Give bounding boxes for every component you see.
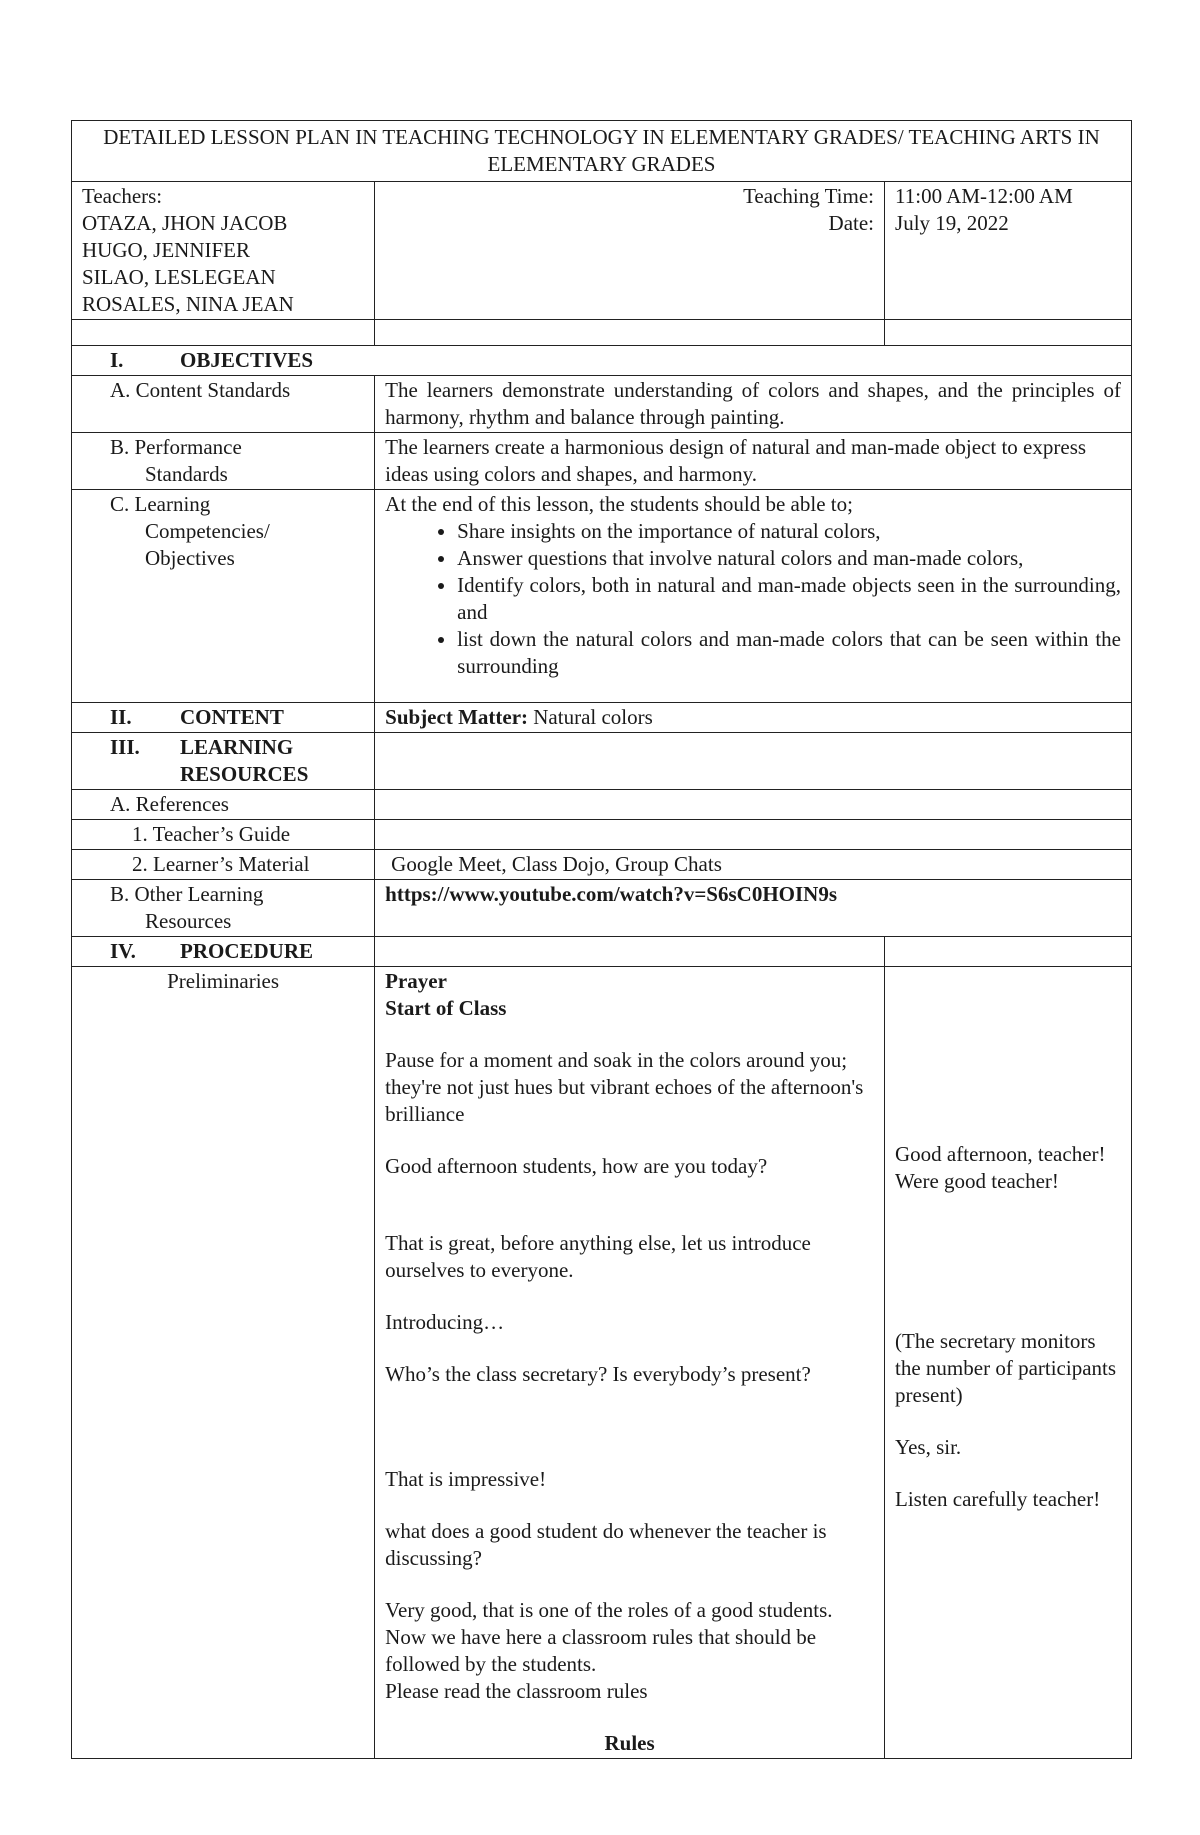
blank-cell [375,320,885,346]
objectives-title: OBJECTIVES [180,348,314,372]
content-title: CONTENT [180,705,284,729]
preliminaries-label: Preliminaries [72,967,375,1759]
other-resources-cell [375,880,1132,937]
teacher-line: That is great, before anything else, let us introduce ourselves to everyone. [385,1231,811,1282]
competencies-intro: At the end of this lesson, the students should be able to; [385,492,853,516]
student-line: Yes, sir. [895,1435,962,1459]
lesson-plan-table [71,120,1132,1759]
teacher-line: Please read the classroom rules [385,1679,648,1703]
teachers-guide-row [72,820,1132,850]
performance-standards-text: The learners create a harmonious design of natural and man-made object to express ideas using colors and shapes, and harmony. [375,433,1132,490]
prayer-heading: Prayer [385,969,447,993]
list-item: • Answer questions that involve natural colors and man-made colors, [457,545,1121,572]
resources-title-line: LEARNING [180,735,294,759]
student-line: Listen carefully teacher! [895,1487,1101,1511]
resources-title-line: RESOURCES [180,762,309,786]
procedure-title: PROCEDURE [180,939,314,963]
teachers-label: Teachers: [82,184,163,208]
blank-cell [375,790,1132,820]
teaching-time-value: 11:00 AM-12:00 AM [895,184,1073,208]
procedure-heading [72,937,375,967]
subject-matter-label: Subject Matter: [385,705,529,729]
teaching-time-label: Teaching Time: [743,184,875,208]
content-heading [72,703,375,733]
date-value: July 19, 2022 [895,211,1009,235]
teachers-guide-label: 1. Teacher’s Guide [72,820,375,850]
teachers-cell [72,182,375,320]
other-resources-row [72,880,1132,937]
rules-heading: Rules [604,1731,655,1755]
performance-label-line: Standards [145,462,228,486]
title-row [72,121,1132,182]
teacher-name: ROSALES, NINA JEAN [82,292,294,316]
youtube-link[interactable]: https://www.youtube.com/watch?v=S6sC0HOIN9s [385,882,837,906]
blank-cell [885,937,1132,967]
student-line: (The secretary monitors the number of participants present) [895,1329,1117,1407]
content-number: II. [110,705,132,729]
content-row [72,703,1132,733]
competencies-cell [375,490,1132,703]
competencies-list [385,518,1121,680]
content-standards-label: A. Content Standards [72,376,375,433]
lesson-plan-page [71,120,1132,1759]
references-row [72,790,1132,820]
preliminaries-row [72,967,1132,1759]
other-resources-label [72,880,375,937]
learning-resources-row [72,733,1132,790]
other-resources-label-line: Resources [145,909,232,933]
objectives-heading-row [72,346,1132,376]
competencies-row [72,490,1132,703]
teacher-line: Very good, that is one of the roles of a good students. Now we have here a classroom rules that should be followed by the students. [385,1598,833,1676]
blank-row [72,320,1132,346]
other-resources-label-line: B. Other Learning [110,882,264,906]
list-item: • Share insights on the importance of natural colors, [457,518,1121,545]
teacher-line: Good afternoon students, how are you today? [385,1154,768,1178]
performance-standards-label [72,433,375,490]
list-item: • list down the natural colors and man-made colors that can be seen within the surrounding [457,626,1121,680]
teacher-name: OTAZA, JHON JACOB [82,211,288,235]
date-label: Date: [828,211,875,235]
learners-material-label: 2. Learner’s Material [72,850,375,880]
time-values-cell [885,182,1132,320]
teacher-line: Who’s the class secretary? Is everybody’s present? [385,1362,811,1386]
subject-matter-value: Natural colors [533,705,653,729]
blank-cell [72,320,375,346]
blank-cell [375,937,885,967]
teacher-line: Introducing… [385,1310,505,1334]
competencies-label [72,490,375,703]
learners-material-value: Google Meet, Class Dojo, Group Chats [375,850,1132,880]
performance-label-line: B. Performance [110,435,242,459]
blank-cell [375,733,1132,790]
competencies-label-line: Competencies/ [145,519,270,543]
references-label: A. References [72,790,375,820]
teachers-row [72,182,1132,320]
procedure-number: IV. [110,939,136,963]
procedure-heading-row [72,937,1132,967]
teacher-name: HUGO, JENNIFER [82,238,250,262]
time-labels-cell [375,182,885,320]
competencies-label-line: C. Learning [110,492,211,516]
list-item: • Identify colors, both in natural and man-made objects seen in the surrounding, and [457,572,1121,626]
objectives-number: I. [110,348,124,372]
start-of-class-heading: Start of Class [385,996,507,1020]
content-standards-text: The learners demonstrate understanding of colors and shapes, and the principles of harmony, rhythm and balance through painting. [375,376,1132,433]
teacher-line: That is impressive! [385,1467,547,1491]
student-activity-cell [885,967,1132,1759]
blank-cell [885,320,1132,346]
teacher-activity-cell [375,967,885,1759]
performance-standards-row [72,433,1132,490]
teacher-name: SILAO, LESLEGEAN [82,265,276,289]
blank-cell [375,820,1132,850]
teacher-line: Pause for a moment and soak in the colors around you; they're not just hues but vibrant echoes of the afternoon's brilliance [385,1048,864,1126]
student-line: Good afternoon, teacher! Were good teacher! [895,1142,1106,1193]
content-standards-row [72,376,1132,433]
subject-matter-cell [375,703,1132,733]
learners-material-row [72,850,1132,880]
teacher-line: what does a good student do whenever the teacher is discussing? [385,1519,827,1570]
resources-number: III. [110,735,140,759]
lesson-plan-title: DETAILED LESSON PLAN IN TEACHING TECHNOLOGY IN ELEMENTARY GRADES/ TEACHING ARTS IN ELEMENTARY GRADES [72,121,1132,182]
learning-resources-heading [72,733,375,790]
objectives-heading [72,346,1132,376]
competencies-label-line: Objectives [145,546,235,570]
